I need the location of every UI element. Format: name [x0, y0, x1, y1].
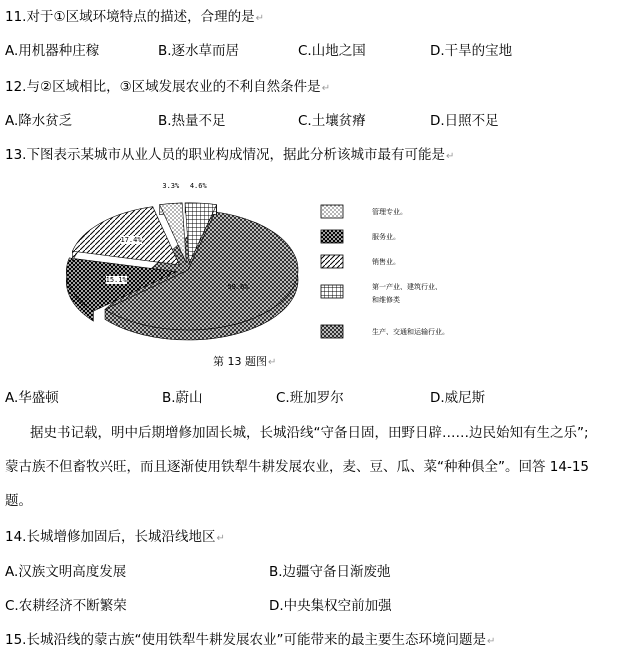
q11-option-a: A.用机器种庄稼 — [5, 43, 100, 59]
chart-caption: 第 13 题图↵ — [213, 355, 277, 368]
legend-swatch — [321, 230, 343, 243]
q13-option-b: B.蔚山 — [162, 390, 203, 406]
passage-line-3: 题。 — [5, 493, 32, 509]
pie-data-label: 17.4% — [120, 235, 142, 244]
chart-figure — [0, 175, 624, 375]
q12-option-a: A.降水贫乏 — [5, 113, 73, 129]
legend-label: 第一产业、建筑行业、 和维修类 — [372, 283, 442, 304]
q11-option-c: C.山地之国 — [298, 43, 366, 59]
q12-option-d: D.日照不足 — [430, 113, 499, 129]
q14-stem: 14.长城增修加固后，长城沿线地区↵ — [5, 529, 225, 545]
legend-swatch — [321, 285, 343, 298]
q14-option-b: B.边疆守备日渐废弛 — [269, 564, 391, 580]
legend-label: 管理专业。 — [372, 208, 407, 216]
q15-stem: 15.长城沿线的蒙古族“使用铁犁牛耕发展农业”可能带来的最主要生态环境问题是↵ — [5, 632, 496, 648]
q14-option-a: A.汉族文明高度发展 — [5, 564, 127, 580]
q13-option-d: D.威尼斯 — [430, 390, 486, 406]
q13-stem: 13.下图表示某城市从业人员的职业构成情况，据此分析该城市最有可能是↵ — [5, 147, 455, 163]
pie-chart — [0, 175, 624, 375]
legend-swatch — [321, 325, 343, 338]
pie-data-label: 59.6% — [227, 283, 249, 292]
q14-option-c: C.农耕经济不断繁荣 — [5, 598, 127, 614]
passage-line-1: 据史书记载，明中后期增修加固长城，长城沿线“守备日固，田野日辟……边民始知有生之乐”; — [30, 425, 589, 441]
legend-label: 销售业。 — [372, 258, 400, 266]
q11-option-b: B.逐水草而居 — [158, 43, 240, 59]
legend-label: 生产、交通和运输行业。 — [372, 328, 449, 336]
legend-label: 服务业。 — [372, 233, 400, 241]
pie-data-label: 3.3% — [162, 182, 180, 191]
q11-stem: 11.对于①区域环境特点的描述，合理的是↵ — [5, 9, 264, 25]
q13-option-a: A.华盛顿 — [5, 390, 59, 406]
legend-swatch — [321, 255, 343, 268]
pie-data-label: 15.1% — [105, 275, 127, 284]
q11-option-d: D.干旱的宝地 — [430, 43, 513, 59]
pie-data-label: 4.6% — [189, 182, 207, 191]
q12-option-b: B.热量不足 — [158, 113, 226, 129]
legend-swatch — [321, 205, 343, 218]
q12-stem: 12.与②区域相比，③区域发展农业的不利自然条件是↵ — [5, 79, 331, 95]
q12-option-c: C.土壤贫瘠 — [298, 113, 366, 129]
passage-line-2: 蒙古族不但畜牧兴旺，而且逐渐使用铁犁牛耕发展农业，麦、豆、瓜、菜“种种俱全”。回答 14-15 — [5, 459, 590, 475]
q13-option-c: C.班加罗尔 — [276, 390, 344, 406]
q14-option-d: D.中央集权空前加强 — [269, 598, 392, 614]
